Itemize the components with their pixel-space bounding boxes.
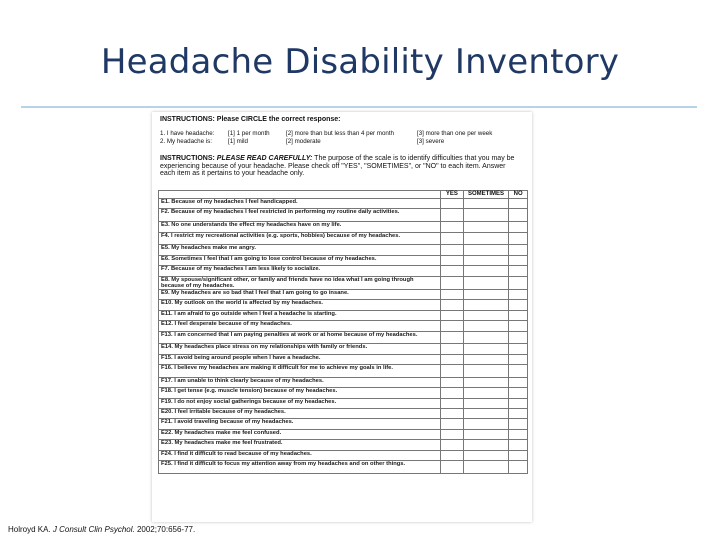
yes-cell (440, 365, 463, 378)
question-1-label: 1. I have headache: (160, 130, 215, 137)
yes-cell (440, 331, 463, 344)
sometimes-cell (463, 300, 509, 310)
table-row (159, 276, 528, 289)
table-row (159, 310, 528, 320)
instructions-2-text: The purpose of the scale is to identify difficulties that you may be experiencing because of your headache. Please check off "YES", "SOMETIMES", or "NO" to each item. Answer each item as it pertains to your headache only. (160, 155, 515, 178)
yes-cell (440, 310, 463, 320)
table-row (159, 440, 528, 450)
yes-cell (440, 209, 463, 222)
instructions-line-1 (160, 116, 341, 124)
sometimes-cell (463, 255, 509, 265)
yes-cell (440, 255, 463, 265)
no-cell (509, 255, 528, 265)
item-text: F17. I am unable to think clearly because of my headaches. (159, 377, 441, 387)
yes-cell (440, 300, 463, 310)
no-cell (509, 409, 528, 419)
yes-cell (440, 409, 463, 419)
sometimes-cell (463, 388, 509, 398)
no-cell (509, 310, 528, 320)
item-text: E6. Sometimes I feel that I am going to lose control because of my headaches. (159, 255, 441, 265)
yes-cell (440, 276, 463, 289)
yes-cell (440, 245, 463, 255)
no-cell (509, 199, 528, 209)
sometimes-cell (463, 266, 509, 276)
table-row (159, 199, 528, 209)
header-item (159, 191, 441, 199)
sometimes-cell (463, 419, 509, 429)
table-row (159, 300, 528, 310)
item-text: E23. My headaches make me feel frustrated. (159, 440, 441, 450)
question-1-option: [1] 1 per month (228, 130, 270, 137)
no-cell (509, 450, 528, 460)
yes-cell (440, 429, 463, 439)
yes-cell (440, 440, 463, 450)
item-text: F16. I believe my headaches are making it difficult for me to achieve my goals in life. (159, 365, 441, 378)
no-cell (509, 354, 528, 364)
table-row (159, 419, 528, 429)
instructions-2-label: INSTRUCTIONS: (160, 155, 215, 162)
yes-cell (440, 266, 463, 276)
sometimes-cell (463, 440, 509, 450)
sometimes-cell (463, 310, 509, 320)
yes-cell (440, 232, 463, 245)
yes-cell (440, 398, 463, 408)
question-1-option: [2] more than but less than 4 per month (286, 130, 395, 137)
no-cell (509, 321, 528, 331)
no-cell (509, 419, 528, 429)
citation-author: Holroyd KA. (8, 525, 53, 534)
yes-cell (440, 354, 463, 364)
item-text: E22. My headaches make me feel confused. (159, 429, 441, 439)
item-text: F21. I avoid traveling because of my headaches. (159, 419, 441, 429)
question-1-option: [3] more than one per week (417, 130, 493, 137)
sometimes-cell (463, 409, 509, 419)
table-row (159, 344, 528, 354)
no-cell (509, 276, 528, 289)
item-text: F18. I get tense (e.g. muscle tension) because of my headaches. (159, 388, 441, 398)
no-cell (509, 365, 528, 378)
sometimes-cell (463, 209, 509, 222)
item-text: E8. My spouse/significant other, or family and friends have no idea what I am going through because of my headaches. (159, 276, 441, 289)
no-cell (509, 289, 528, 299)
table-row (159, 331, 528, 344)
inventory-table (158, 190, 528, 474)
yes-cell (440, 461, 463, 474)
table-row (159, 321, 528, 331)
item-text: E11. I am afraid to go outside when I feel a headache is starting. (159, 310, 441, 320)
sometimes-cell (463, 461, 509, 474)
table-row (159, 222, 528, 232)
sometimes-cell (463, 232, 509, 245)
item-text: F24. I find it difficult to read because of my headaches. (159, 450, 441, 460)
no-cell (509, 245, 528, 255)
no-cell (509, 232, 528, 245)
no-cell (509, 300, 528, 310)
item-text: F25. I find it difficult to focus my attention away from my headaches and on other things. (159, 461, 441, 474)
yes-cell (440, 222, 463, 232)
slide-title: Headache Disability Inventory (100, 42, 620, 82)
instructions-label: INSTRUCTIONS: (160, 116, 215, 123)
item-text: F19. I do not enjoy social gatherings because of my headaches. (159, 398, 441, 408)
table-row (159, 245, 528, 255)
sometimes-cell (463, 344, 509, 354)
yes-cell (440, 419, 463, 429)
no-cell (509, 209, 528, 222)
question-2-option: [3] severe (417, 138, 445, 145)
question-2-option: [1] mild (228, 138, 248, 145)
question-2-option: [2] moderate (286, 138, 321, 145)
item-text: F15. I avoid being around people when I have a headache. (159, 354, 441, 364)
instructions-2-emphasis: PLEASE READ CAREFULLY: (214, 155, 313, 162)
sometimes-cell (463, 429, 509, 439)
table-row (159, 429, 528, 439)
item-text: E14. My headaches place stress on my relationships with family or friends. (159, 344, 441, 354)
yes-cell (440, 289, 463, 299)
no-cell (509, 377, 528, 387)
instructions-paragraph (160, 155, 522, 178)
sometimes-cell (463, 331, 509, 344)
item-text: F2. Because of my headaches I feel restricted in performing my routine daily activities. (159, 209, 441, 222)
sometimes-cell (463, 398, 509, 408)
table-row (159, 365, 528, 378)
question-2-label: 2. My headache is: (160, 138, 212, 145)
item-text: F4. I restrict my recreational activities (e.g. sports, hobbies) because of my headaches. (159, 232, 441, 245)
no-cell (509, 429, 528, 439)
sometimes-cell (463, 245, 509, 255)
table-row (159, 398, 528, 408)
no-cell (509, 440, 528, 450)
table-header-row (159, 191, 528, 199)
no-cell (509, 222, 528, 232)
no-cell (509, 266, 528, 276)
table-row (159, 209, 528, 222)
table-row (159, 388, 528, 398)
yes-cell (440, 450, 463, 460)
item-text: E3. No one understands the effect my headaches have on my life. (159, 222, 441, 232)
sometimes-cell (463, 276, 509, 289)
sometimes-cell (463, 199, 509, 209)
yes-cell (440, 377, 463, 387)
inventory-form-image (152, 112, 532, 522)
item-text: E5. My headaches make me angry. (159, 245, 441, 255)
no-cell (509, 398, 528, 408)
sometimes-cell (463, 354, 509, 364)
sometimes-cell (463, 450, 509, 460)
table-row (159, 255, 528, 265)
citation (8, 525, 195, 534)
table-row (159, 232, 528, 245)
no-cell (509, 388, 528, 398)
table-row (159, 450, 528, 460)
no-cell (509, 461, 528, 474)
yes-cell (440, 321, 463, 331)
yes-cell (440, 199, 463, 209)
title-divider (21, 106, 697, 108)
table-row (159, 377, 528, 387)
table-body (159, 199, 528, 474)
sometimes-cell (463, 377, 509, 387)
table-row (159, 461, 528, 474)
sometimes-cell (463, 289, 509, 299)
item-text: F13. I am concerned that I am paying penalties at work or at home because of my headaches. (159, 331, 441, 344)
table-row (159, 289, 528, 299)
header-sometimes: SOMETIMES (463, 191, 509, 199)
item-text: F7. Because of my headaches I am less likely to socialize. (159, 266, 441, 276)
table-row (159, 266, 528, 276)
item-text: E10. My outlook on the world is affected by my headaches. (159, 300, 441, 310)
sometimes-cell (463, 222, 509, 232)
table-row (159, 409, 528, 419)
yes-cell (440, 388, 463, 398)
item-text: E1. Because of my headaches I feel handicapped. (159, 199, 441, 209)
no-cell (509, 344, 528, 354)
header-no: NO (509, 191, 528, 199)
sometimes-cell (463, 365, 509, 378)
header-yes: YES (440, 191, 463, 199)
item-text: E12. I feel desperate because of my headaches. (159, 321, 441, 331)
table-row (159, 354, 528, 364)
yes-cell (440, 344, 463, 354)
item-text: E9. My headaches are so bad that I feel that I am going to go insane. (159, 289, 441, 299)
sometimes-cell (463, 321, 509, 331)
citation-details: 2002;70:656-77. (134, 525, 196, 534)
no-cell (509, 331, 528, 344)
item-text: E20. I feel irritable because of my headaches. (159, 409, 441, 419)
citation-journal: J Consult Clin Psychol. (52, 525, 135, 534)
instructions-text: Please CIRCLE the correct response: (214, 116, 341, 123)
